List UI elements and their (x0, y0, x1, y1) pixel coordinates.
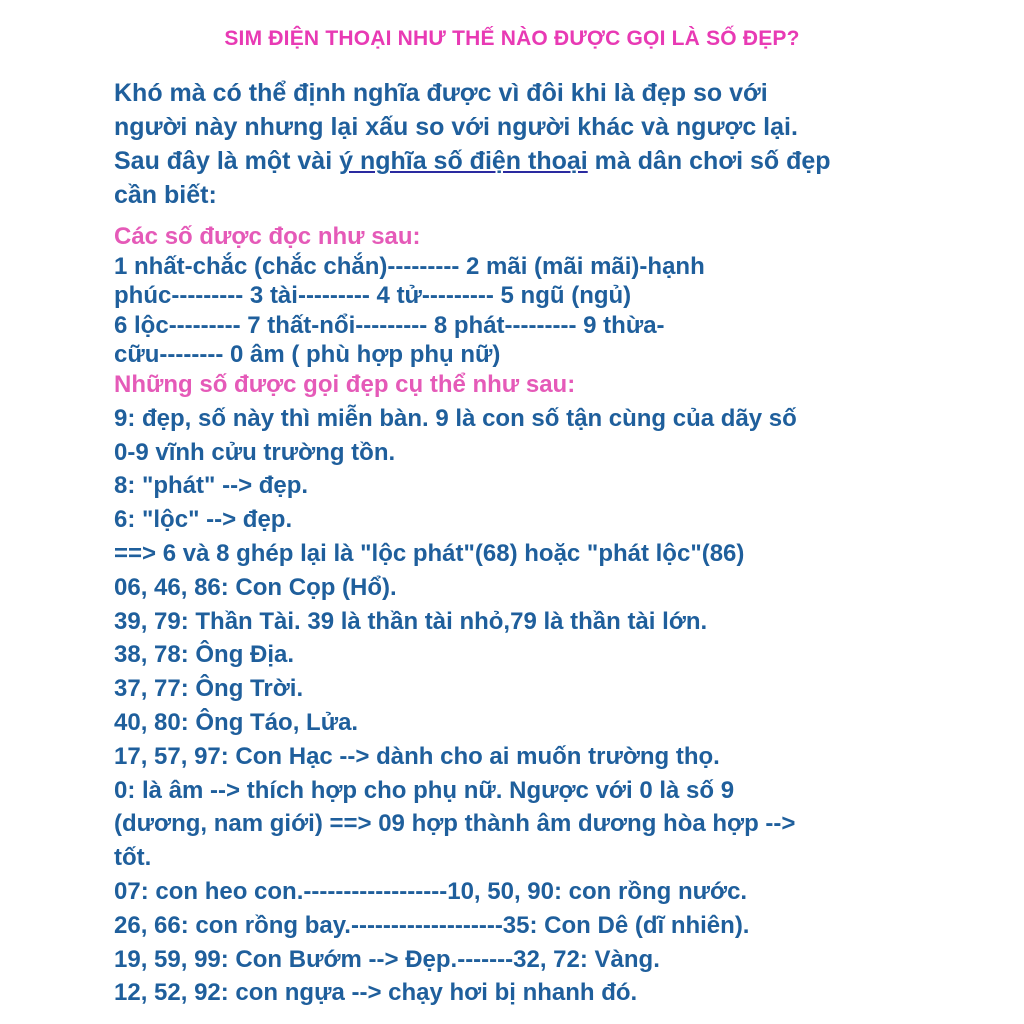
beautiful-numbers-line: 40, 80: Ông Táo, Lửa. (114, 708, 359, 736)
intro-paragraph (114, 76, 994, 212)
intro-line-3 (114, 144, 994, 178)
beautiful-numbers-line: (dương, nam giới) ==> 09 hợp thành âm dương hòa hợp --> (114, 810, 796, 838)
beautiful-numbers-line: 37, 77: Ông Trời. (114, 675, 304, 703)
beautiful-numbers-line: 12, 52, 92: con ngựa --> chạy hơi bị nhanh đó. (114, 979, 638, 1007)
beautiful-numbers-line: 0-9 vĩnh cửu trường tồn. (114, 438, 396, 466)
digit-meanings-line: 1 nhất-chắc (chắc chắn)--------- 2 mãi (mãi mãi)-hạnh (114, 252, 705, 280)
digit-meanings-heading: Các số được đọc như sau: (114, 223, 421, 250)
intro-line-4: cần biết: (114, 181, 217, 209)
beautiful-numbers-line: 9: đẹp, số này thì miễn bàn. 9 là con số tận cùng của dãy số (114, 404, 797, 432)
beautiful-numbers-heading: Những số được gọi đẹp cụ thể như sau: (114, 371, 576, 398)
digit-meanings-line: phúc--------- 3 tài--------- 4 tử--------- 5 ngũ (ngủ) (114, 282, 632, 309)
beautiful-numbers-line: 17, 57, 97: Con Hạc --> dành cho ai muốn trường thọ. (114, 742, 720, 770)
page-title: SIM ĐIỆN THOẠI NHƯ THẾ NÀO ĐƯỢC GỌI LÀ SỐ ĐẸP? (224, 27, 800, 50)
intro-line-3-after: mà dân chơi số đẹp (587, 147, 831, 175)
digit-meanings-line: cữu-------- 0 âm ( phù hợp phụ nữ) (114, 341, 501, 368)
intro-line-1: Khó mà có thể định nghĩa được vì đôi khi là đẹp so với (114, 79, 768, 107)
beautiful-numbers-line: 19, 59, 99: Con Bướm --> Đẹp.-------32, 72: Vàng. (114, 945, 660, 973)
beautiful-numbers-line: 0: là âm --> thích hợp cho phụ nữ. Ngược với 0 là số 9 (114, 776, 735, 804)
beautiful-numbers-line: 06, 46, 86: Con Cọp (Hổ). (114, 573, 397, 601)
digit-meanings-line: 6 lộc--------- 7 thất-nổi--------- 8 phát--------- 9 thừa- (114, 311, 665, 339)
intro-line-3-before: Sau đây là một vài (114, 147, 340, 175)
phone-meaning-link[interactable]: ý nghĩa số điện thoại (339, 147, 588, 175)
beautiful-numbers-line: 39, 79: Thần Tài. 39 là thần tài nhỏ,79 là thần tài lớn. (114, 607, 708, 635)
beautiful-numbers-section (114, 368, 1014, 1010)
beautiful-numbers-line: 6: "lộc" --> đẹp. (114, 506, 293, 534)
intro-line-2: người này nhưng lại xấu so với người khác và ngược lại. (114, 113, 798, 141)
beautiful-numbers-line: ==> 6 và 8 ghép lại là "lộc phát"(68) hoặc "phát lộc"(86) (114, 539, 745, 567)
beautiful-numbers-line: 8: "phát" --> đẹp. (114, 472, 309, 500)
digit-meanings-section (114, 222, 1014, 370)
beautiful-numbers-line: 07: con heo con.------------------10, 50, 90: con rồng nước. (114, 877, 748, 905)
beautiful-numbers-line: 38, 78: Ông Địa. (114, 641, 295, 669)
beautiful-numbers-line: tốt. (114, 844, 152, 872)
beautiful-numbers-line: 26, 66: con rồng bay.-------------------35: Con Dê (dĩ nhiên). (114, 911, 750, 939)
